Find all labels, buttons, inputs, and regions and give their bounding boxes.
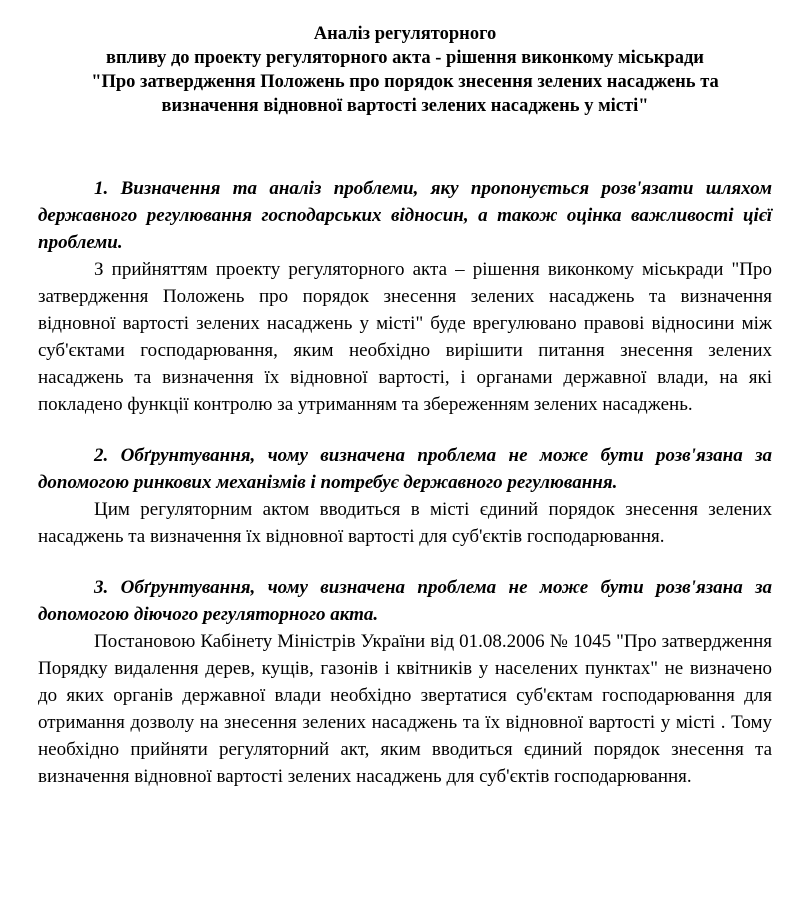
section-body: Постановою Кабінету Міністрів України від 01.08.2006 № 1045 "Про затвердження Порядку видалення дерев, кущів, газонів і квітників у населених пунктах" не визначено до яких органів державної влади необхідно звертатися суб'єктам господарювання для отримання дозволу на знесення зелених насаджень та їх відновної вартості у місті . Тому необхідно прийняти регуляторний акт, яким вводиться єдиний порядок знесення та визначення відновної вартості зелених насаджень для суб'єктів господарювання. — [38, 631, 772, 787]
document-title — [38, 22, 772, 118]
section-body: З прийняттям проекту регуляторного акта – рішення виконкому міськради "Про затвердження Положень про порядок знесення зелених насаджень та визначення відновної вартості зелених насаджень у місті" буде врегулювано правові відносини між суб'єктами господарювання, яким необхідно вирішити питання знесення зелених насаджень та визначення їх відновної вартості, і органами державної влади, на які покладено функції контролю за утриманням та збереженням зелених насаджень. — [38, 259, 772, 415]
section-body: Цим регуляторним актом вводиться в місті єдиний порядок знесення зелених насаджень та визначення їх відновної вартості для суб'єктів господарювання. — [38, 499, 772, 547]
title-line: "Про затвердження Положень про порядок знесення зелених насаджень та — [91, 72, 719, 92]
section-problem-definition — [38, 175, 772, 418]
section-existing-act-justification — [38, 574, 772, 790]
document-page — [38, 22, 772, 790]
section-heading: 3. Обґрунтування, чому визначена проблема не може бути розв'язана за допомогою діючого регуляторного акта. — [38, 577, 772, 625]
section-heading: 1. Визначення та аналіз проблеми, яку пропонується розв'язати шляхом державного регулювання господарських відносин, а також оцінка важливості цієї проблеми. — [38, 178, 772, 253]
section-market-justification — [38, 442, 772, 550]
title-line: визначення відновної вартості зелених насаджень у місті" — [161, 96, 649, 116]
title-line: Аналіз регуляторного — [313, 24, 497, 44]
section-heading: 2. Обґрунтування, чому визначена проблема не може бути розв'язана за допомогою ринкових механізмів і потребує державного регулювання. — [38, 445, 772, 493]
title-line: впливу до проекту регуляторного акта - рішення виконкому міськради — [106, 48, 704, 68]
